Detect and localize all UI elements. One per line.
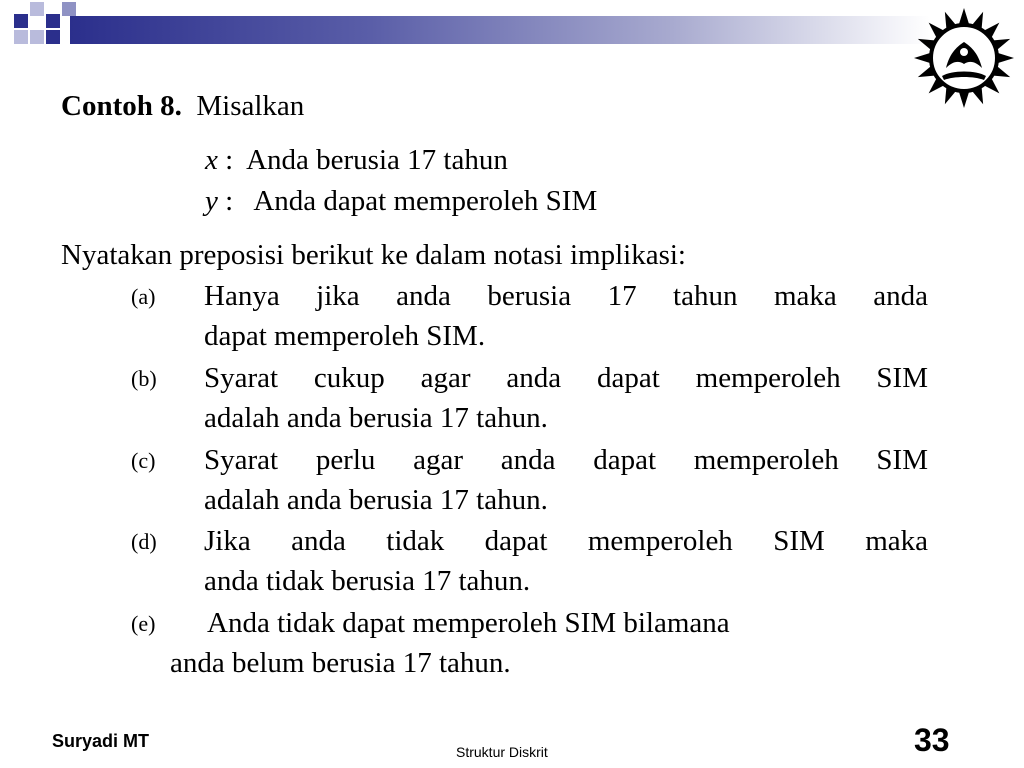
decor-square bbox=[30, 30, 44, 44]
title-bold: Contoh 8. bbox=[61, 90, 182, 122]
decor-square bbox=[14, 14, 28, 28]
item-label: (e) bbox=[131, 611, 156, 636]
definition-y bbox=[205, 184, 597, 218]
decor-square bbox=[46, 14, 60, 28]
item-line: anda belum berusia 17 tahun. bbox=[170, 647, 511, 679]
footer-author: Suryadi MT bbox=[52, 731, 150, 751]
slide-title bbox=[61, 89, 304, 123]
item-line: adalah anda berusia 17 tahun. bbox=[204, 484, 548, 516]
page-number: 33 bbox=[914, 722, 950, 758]
item-label: (b) bbox=[131, 366, 157, 391]
decor-square bbox=[62, 2, 76, 16]
definition-variable: x bbox=[205, 144, 218, 176]
title-rest: Misalkan bbox=[196, 90, 305, 122]
definition-text: Anda berusia 17 tahun bbox=[246, 144, 508, 176]
header-gradient-bar bbox=[70, 16, 930, 44]
footer-course: Struktur Diskrit bbox=[456, 744, 548, 760]
item-label: (a) bbox=[131, 284, 156, 309]
item-line: Syarat cukup agar anda dapat memperoleh SIM bbox=[204, 362, 928, 394]
item-line: Syarat perlu agar anda dapat memperoleh SIM bbox=[204, 444, 928, 476]
item-line: anda tidak berusia 17 tahun. bbox=[204, 565, 531, 597]
definition-separator: : bbox=[225, 185, 234, 217]
item-line: adalah anda berusia 17 tahun. bbox=[204, 402, 548, 434]
definition-text: Anda dapat memperoleh SIM bbox=[253, 185, 598, 217]
item-label: (c) bbox=[131, 448, 156, 473]
item-line: Hanya jika anda berusia 17 tahun maka anda bbox=[204, 280, 928, 312]
university-seal-icon bbox=[912, 6, 1016, 110]
decor-square bbox=[46, 30, 60, 44]
decor-square bbox=[14, 30, 28, 44]
item-line: Anda tidak dapat memperoleh SIM bilamana bbox=[207, 607, 730, 639]
instruction-text: Nyatakan preposisi berikut ke dalam notasi implikasi: bbox=[61, 239, 686, 271]
item-label: (d) bbox=[131, 529, 157, 554]
item-line: Jika anda tidak dapat memperoleh SIM maka bbox=[204, 525, 928, 557]
definition-variable: y bbox=[205, 185, 218, 217]
decor-square bbox=[30, 2, 44, 16]
definition-x bbox=[205, 143, 508, 177]
item-line: dapat memperoleh SIM. bbox=[204, 320, 486, 352]
definition-separator: : bbox=[225, 144, 234, 176]
